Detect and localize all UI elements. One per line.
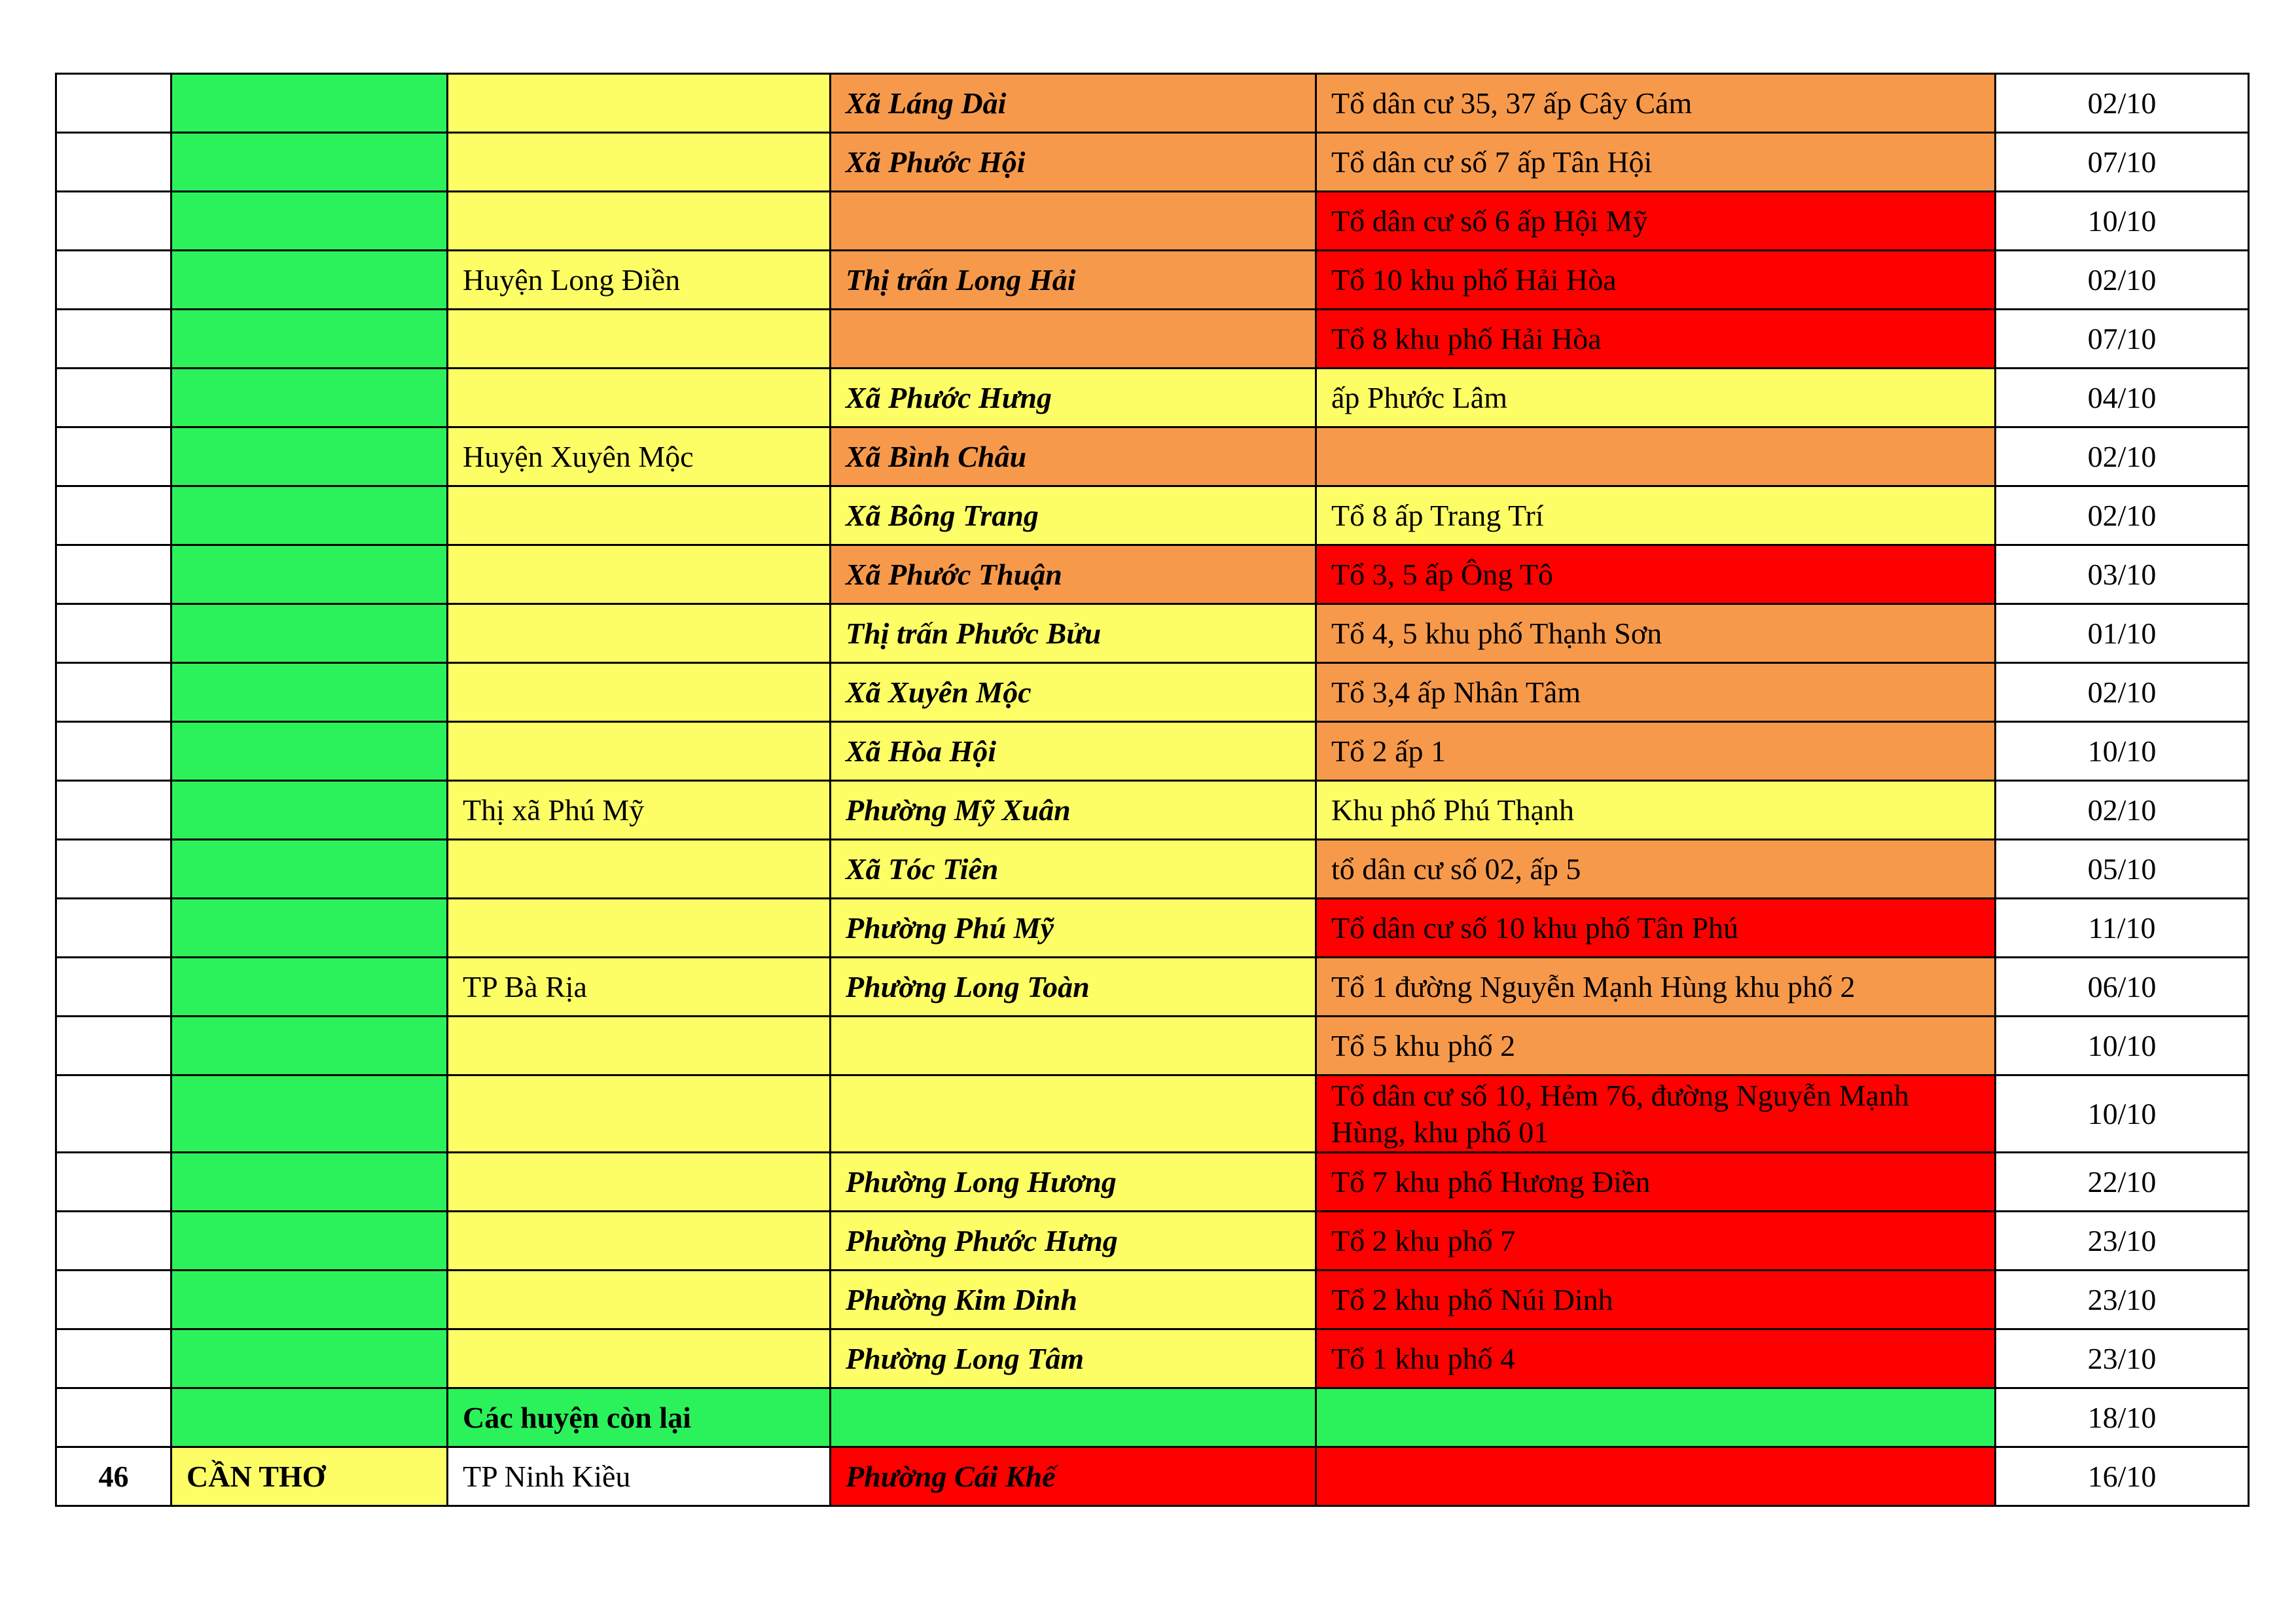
ward-cell: Phường Long Toàn <box>831 958 1316 1017</box>
table-row <box>56 1388 2249 1447</box>
date-cell: 07/10 <box>1996 310 2249 369</box>
table-row <box>56 781 2249 840</box>
table-row <box>56 1329 2249 1388</box>
table-body <box>56 74 2249 1506</box>
location-cell: Tổ dân cư số 6 ấp Hội Mỹ <box>1316 192 1996 251</box>
stt-cell <box>56 722 171 781</box>
province-cell <box>171 1271 448 1329</box>
district-cell: Huyện Xuyên Mộc <box>448 427 831 486</box>
date-cell: 02/10 <box>1996 427 2249 486</box>
ward-cell: Xã Tóc Tiên <box>831 840 1316 899</box>
table-row <box>56 133 2249 192</box>
stt-cell <box>56 1271 171 1329</box>
district-cell <box>448 74 831 133</box>
province-cell <box>171 369 448 427</box>
location-cell <box>1316 1447 1996 1506</box>
date-cell: 05/10 <box>1996 840 2249 899</box>
province-cell <box>171 1153 448 1212</box>
province-cell <box>171 781 448 840</box>
ward-cell: Phường Cái Khế <box>831 1447 1316 1506</box>
ward-cell: Phường Phước Hưng <box>831 1212 1316 1271</box>
province-cell <box>171 545 448 604</box>
table-row <box>56 958 2249 1017</box>
stt-cell: 46 <box>56 1447 171 1506</box>
stt-cell <box>56 1329 171 1388</box>
stt-cell <box>56 369 171 427</box>
location-cell: Tổ 1 khu phố 4 <box>1316 1329 1996 1388</box>
province-cell <box>171 722 448 781</box>
table-row <box>56 663 2249 722</box>
ward-cell <box>831 310 1316 369</box>
table-row <box>56 604 2249 663</box>
location-cell: ấp Phước Lâm <box>1316 369 1996 427</box>
district-cell <box>448 1075 831 1153</box>
location-cell: Tổ 7 khu phố Hương Điền <box>1316 1153 1996 1212</box>
date-cell: 10/10 <box>1996 192 2249 251</box>
ward-cell: Thị trấn Long Hải <box>831 251 1316 310</box>
province-cell <box>171 427 448 486</box>
province-cell <box>171 1017 448 1075</box>
province-cell <box>171 663 448 722</box>
table-row <box>56 369 2249 427</box>
province-cell <box>171 604 448 663</box>
ward-cell: Xã Hòa Hội <box>831 722 1316 781</box>
ward-cell: Xã Bông Trang <box>831 486 1316 545</box>
ward-cell: Phường Kim Dinh <box>831 1271 1316 1329</box>
table-row <box>56 899 2249 958</box>
table-row <box>56 310 2249 369</box>
district-cell <box>448 310 831 369</box>
stt-cell <box>56 899 171 958</box>
stt-cell <box>56 604 171 663</box>
location-cell <box>1316 427 1996 486</box>
ward-cell: Xã Phước Thuận <box>831 545 1316 604</box>
stt-cell <box>56 1075 171 1153</box>
stt-cell <box>56 1017 171 1075</box>
location-cell: Tổ dân cư số 10 khu phố Tân Phú <box>1316 899 1996 958</box>
location-cell: Tổ 5 khu phố 2 <box>1316 1017 1996 1075</box>
location-cell: Tổ 2 khu phố 7 <box>1316 1212 1996 1271</box>
table-row <box>56 486 2249 545</box>
district-cell <box>448 663 831 722</box>
date-cell: 22/10 <box>1996 1153 2249 1212</box>
district-cell: Các huyện còn lại <box>448 1388 831 1447</box>
district-cell <box>448 369 831 427</box>
stt-cell <box>56 427 171 486</box>
stt-cell <box>56 663 171 722</box>
ward-cell: Xã Phước Hội <box>831 133 1316 192</box>
date-cell: 16/10 <box>1996 1447 2249 1506</box>
location-cell: Tổ 2 ấp 1 <box>1316 722 1996 781</box>
stt-cell <box>56 781 171 840</box>
date-cell: 10/10 <box>1996 1017 2249 1075</box>
table-row <box>56 1017 2249 1075</box>
date-cell: 23/10 <box>1996 1212 2249 1271</box>
ward-cell <box>831 192 1316 251</box>
date-cell: 01/10 <box>1996 604 2249 663</box>
stt-cell <box>56 1153 171 1212</box>
stt-cell <box>56 958 171 1017</box>
district-cell <box>448 1271 831 1329</box>
table-row <box>56 1271 2249 1329</box>
province-cell <box>171 1212 448 1271</box>
stt-cell <box>56 133 171 192</box>
province-cell <box>171 251 448 310</box>
province-cell <box>171 1075 448 1153</box>
district-cell <box>448 899 831 958</box>
location-cell: Tổ 3,4 ấp Nhân Tâm <box>1316 663 1996 722</box>
date-cell: 02/10 <box>1996 74 2249 133</box>
location-cell <box>1316 1388 1996 1447</box>
table-row <box>56 1153 2249 1212</box>
province-cell <box>171 74 448 133</box>
stt-cell <box>56 1212 171 1271</box>
province-cell <box>171 192 448 251</box>
ward-cell: Phường Long Tâm <box>831 1329 1316 1388</box>
district-cell: Thị xã Phú Mỹ <box>448 781 831 840</box>
location-cell: Tổ 4, 5 khu phố Thạnh Sơn <box>1316 604 1996 663</box>
table-row <box>56 1447 2249 1506</box>
district-cell: TP Bà Rịa <box>448 958 831 1017</box>
district-cell <box>448 486 831 545</box>
location-cell: Tổ dân cư 35, 37 ấp Cây Cám <box>1316 74 1996 133</box>
district-cell <box>448 1212 831 1271</box>
ward-cell <box>831 1075 1316 1153</box>
ward-cell: Phường Mỹ Xuân <box>831 781 1316 840</box>
table-row <box>56 427 2249 486</box>
stt-cell <box>56 310 171 369</box>
ward-cell: Xã Bình Châu <box>831 427 1316 486</box>
date-cell: 23/10 <box>1996 1271 2249 1329</box>
district-cell <box>448 133 831 192</box>
location-cell: Tổ 8 ấp Trang Trí <box>1316 486 1996 545</box>
location-cell: Tổ 3, 5 ấp Ông Tô <box>1316 545 1996 604</box>
date-cell: 03/10 <box>1996 545 2249 604</box>
location-cell: Tổ dân cư số 10, Hẻm 76, đường Nguyễn Mạnh Hùng, khu phố 01 <box>1316 1075 1996 1153</box>
location-cell: tổ dân cư số 02, ấp 5 <box>1316 840 1996 899</box>
ward-cell <box>831 1017 1316 1075</box>
province-cell <box>171 1329 448 1388</box>
ward-cell: Phường Long Hương <box>831 1153 1316 1212</box>
stt-cell <box>56 192 171 251</box>
province-cell <box>171 486 448 545</box>
zone-table <box>55 73 2250 1507</box>
table-row <box>56 545 2249 604</box>
ward-cell: Xã Xuyên Mộc <box>831 663 1316 722</box>
table-row <box>56 251 2249 310</box>
table-row <box>56 1212 2249 1271</box>
location-cell: Tổ dân cư số 7 ấp Tân Hội <box>1316 133 1996 192</box>
ward-cell: Phường Phú Mỹ <box>831 899 1316 958</box>
stt-cell <box>56 486 171 545</box>
province-cell: CẦN THƠ <box>171 1447 448 1506</box>
date-cell: 06/10 <box>1996 958 2249 1017</box>
province-cell <box>171 1388 448 1447</box>
stt-cell <box>56 840 171 899</box>
date-cell: 10/10 <box>1996 1075 2249 1153</box>
date-cell: 10/10 <box>1996 722 2249 781</box>
location-cell: Tổ 8 khu phố Hải Hòa <box>1316 310 1996 369</box>
district-cell <box>448 192 831 251</box>
district-cell <box>448 545 831 604</box>
date-cell: 04/10 <box>1996 369 2249 427</box>
ward-cell: Xã Phước Hưng <box>831 369 1316 427</box>
location-cell: Khu phố Phú Thạnh <box>1316 781 1996 840</box>
stt-cell <box>56 74 171 133</box>
date-cell: 23/10 <box>1996 1329 2249 1388</box>
ward-cell: Xã Láng Dài <box>831 74 1316 133</box>
province-cell <box>171 310 448 369</box>
stt-cell <box>56 1388 171 1447</box>
district-cell <box>448 1153 831 1212</box>
district-cell <box>448 604 831 663</box>
date-cell: 02/10 <box>1996 486 2249 545</box>
district-cell: Huyện Long Điền <box>448 251 831 310</box>
district-cell <box>448 1017 831 1075</box>
district-cell <box>448 1329 831 1388</box>
province-cell <box>171 899 448 958</box>
district-cell: TP Ninh Kiều <box>448 1447 831 1506</box>
location-cell: Tổ 2 khu phố Núi Dinh <box>1316 1271 1996 1329</box>
province-cell <box>171 840 448 899</box>
location-cell: Tổ 1 đường Nguyễn Mạnh Hùng khu phố 2 <box>1316 958 1996 1017</box>
table-row <box>56 840 2249 899</box>
table-row <box>56 722 2249 781</box>
date-cell: 02/10 <box>1996 251 2249 310</box>
stt-cell <box>56 251 171 310</box>
table-row <box>56 74 2249 133</box>
ward-cell: Thị trấn Phước Bửu <box>831 604 1316 663</box>
date-cell: 18/10 <box>1996 1388 2249 1447</box>
location-cell: Tổ 10 khu phố Hải Hòa <box>1316 251 1996 310</box>
date-cell: 07/10 <box>1996 133 2249 192</box>
date-cell: 11/10 <box>1996 899 2249 958</box>
table-row <box>56 192 2249 251</box>
ward-cell <box>831 1388 1316 1447</box>
table-row <box>56 1075 2249 1153</box>
date-cell: 02/10 <box>1996 663 2249 722</box>
province-cell <box>171 133 448 192</box>
district-cell <box>448 840 831 899</box>
date-cell: 02/10 <box>1996 781 2249 840</box>
province-cell <box>171 958 448 1017</box>
stt-cell <box>56 545 171 604</box>
district-cell <box>448 722 831 781</box>
